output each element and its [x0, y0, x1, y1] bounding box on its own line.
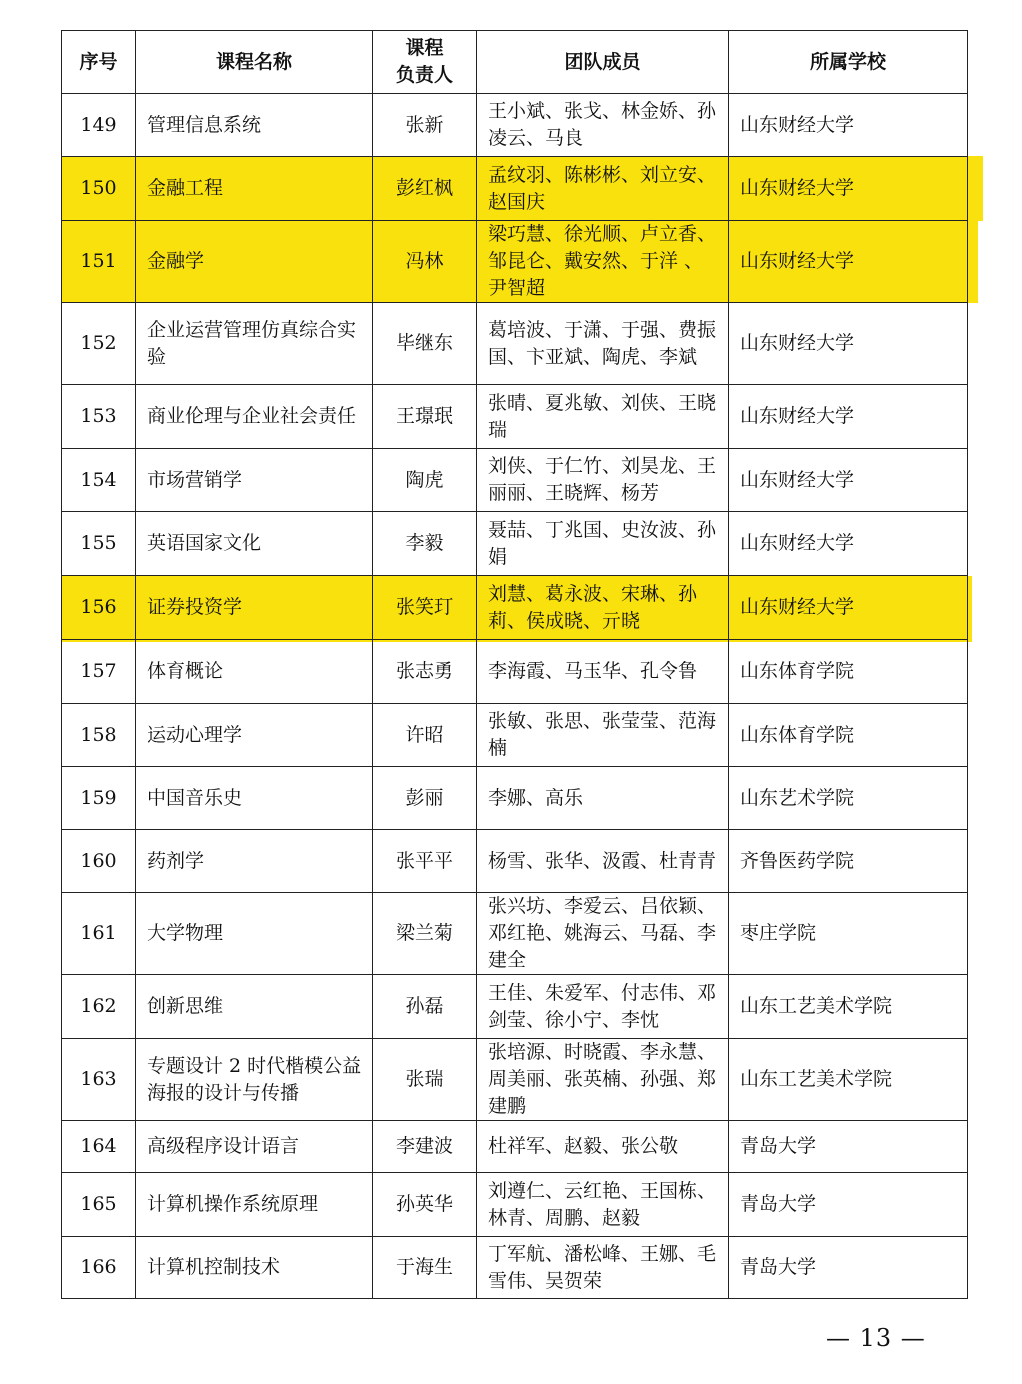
cell-lead: 陶虎 — [373, 449, 477, 512]
table-row — [62, 449, 968, 512]
cell-lead: 张平平 — [373, 830, 477, 893]
header-lead-line2: 负责人 — [395, 64, 453, 86]
cell-no: 166 — [62, 1237, 136, 1299]
cell-lead: 彭红枫 — [373, 157, 477, 221]
cell-team: 刘侠、于仁竹、刘昊龙、王丽丽、王晓辉、杨芳 — [477, 449, 729, 512]
header-no: 序号 — [62, 31, 136, 94]
cell-course: 金融工程 — [136, 157, 373, 221]
cell-lead: 彭丽 — [373, 767, 477, 830]
cell-lead: 毕继东 — [373, 303, 477, 385]
cell-team: 葛培波、于潇、于强、费振国、卞亚斌、陶虎、李斌 — [477, 303, 729, 385]
cell-course: 计算机操作系统原理 — [136, 1173, 373, 1237]
course-table — [61, 30, 968, 1299]
cell-school: 山东财经大学 — [729, 221, 968, 303]
cell-school: 青岛大学 — [729, 1173, 968, 1237]
cell-course: 运动心理学 — [136, 704, 373, 767]
cell-course: 体育概论 — [136, 640, 373, 704]
table-row — [62, 767, 968, 830]
table-row — [62, 704, 968, 767]
table-row — [62, 975, 968, 1039]
cell-school: 山东财经大学 — [729, 576, 968, 640]
cell-team: 刘慧、葛永波、宋琳、孙莉、侯成晓、亓晓 — [477, 576, 729, 640]
cell-lead: 李毅 — [373, 512, 477, 576]
cell-course: 英语国家文化 — [136, 512, 373, 576]
cell-team: 聂喆、丁兆国、史汝波、孙娟 — [477, 512, 729, 576]
cell-course: 商业伦理与企业社会责任 — [136, 385, 373, 449]
header-team: 团队成员 — [477, 31, 729, 94]
cell-course: 市场营销学 — [136, 449, 373, 512]
table-row — [62, 385, 968, 449]
cell-school: 山东财经大学 — [729, 385, 968, 449]
cell-no: 159 — [62, 767, 136, 830]
cell-team: 张敏、张思、张莹莹、范海楠 — [477, 704, 729, 767]
cell-school: 山东财经大学 — [729, 94, 968, 157]
table-row — [62, 640, 968, 704]
cell-no: 160 — [62, 830, 136, 893]
cell-team: 王佳、朱爱军、付志伟、邓剑莹、徐小宁、李忱 — [477, 975, 729, 1039]
cell-team: 刘遵仁、云红艳、王国栋、林青、周鹏、赵毅 — [477, 1173, 729, 1237]
table-row — [62, 893, 968, 975]
cell-school: 山东财经大学 — [729, 157, 968, 221]
cell-school: 山东体育学院 — [729, 704, 968, 767]
table-row — [62, 830, 968, 893]
cell-no: 156 — [62, 576, 136, 640]
cell-team: 张兴坊、李爱云、吕依颖、邓红艳、姚海云、马磊、李建全 — [477, 893, 729, 975]
cell-lead: 孙磊 — [373, 975, 477, 1039]
cell-team: 杜祥军、赵毅、张公敬 — [477, 1121, 729, 1173]
cell-school: 山东财经大学 — [729, 449, 968, 512]
cell-course: 高级程序设计语言 — [136, 1121, 373, 1173]
cell-course: 计算机控制技术 — [136, 1237, 373, 1299]
cell-team: 杨雪、张华、汲霞、杜青青 — [477, 830, 729, 893]
cell-course: 中国音乐史 — [136, 767, 373, 830]
cell-no: 158 — [62, 704, 136, 767]
cell-school: 山东财经大学 — [729, 303, 968, 385]
cell-course: 企业运营管理仿真综合实验 — [136, 303, 373, 385]
cell-lead: 许昭 — [373, 704, 477, 767]
table-header-row — [62, 31, 968, 94]
cell-lead: 张瑞 — [373, 1039, 477, 1121]
cell-course: 证券投资学 — [136, 576, 373, 640]
cell-lead: 孙英华 — [373, 1173, 477, 1237]
table-row — [62, 303, 968, 385]
cell-no: 165 — [62, 1173, 136, 1237]
cell-course: 大学物理 — [136, 893, 373, 975]
cell-no: 157 — [62, 640, 136, 704]
cell-no: 153 — [62, 385, 136, 449]
table-row — [62, 94, 968, 157]
cell-lead: 冯林 — [373, 221, 477, 303]
table-row — [62, 576, 968, 640]
cell-course: 管理信息系统 — [136, 94, 373, 157]
cell-no: 154 — [62, 449, 136, 512]
cell-no: 162 — [62, 975, 136, 1039]
cell-school: 山东工艺美术学院 — [729, 975, 968, 1039]
table-row — [62, 157, 968, 221]
cell-team: 丁军航、潘松峰、王娜、毛雪伟、吴贺荣 — [477, 1237, 729, 1299]
cell-no: 152 — [62, 303, 136, 385]
header-school: 所属学校 — [729, 31, 968, 94]
cell-lead: 王璟珉 — [373, 385, 477, 449]
cell-no: 155 — [62, 512, 136, 576]
table-row — [62, 1121, 968, 1173]
cell-no: 163 — [62, 1039, 136, 1121]
cell-lead: 于海生 — [373, 1237, 477, 1299]
cell-school: 山东工艺美术学院 — [729, 1039, 968, 1121]
cell-no: 149 — [62, 94, 136, 157]
cell-lead: 梁兰菊 — [373, 893, 477, 975]
cell-school: 青岛大学 — [729, 1121, 968, 1173]
cell-no: 161 — [62, 893, 136, 975]
header-lead — [373, 31, 477, 94]
cell-school: 齐鲁医药学院 — [729, 830, 968, 893]
cell-team: 张培源、时晓霞、李永慧、周美丽、张英楠、孙强、郑建鹏 — [477, 1039, 729, 1121]
cell-course: 药剂学 — [136, 830, 373, 893]
header-lead-line1: 课程 — [405, 37, 444, 59]
cell-course: 专题设计 2 时代楷模公益海报的设计与传播 — [136, 1039, 373, 1121]
cell-course: 创新思维 — [136, 975, 373, 1039]
cell-school: 青岛大学 — [729, 1237, 968, 1299]
table-row — [62, 1039, 968, 1121]
cell-lead: 张新 — [373, 94, 477, 157]
cell-lead: 张笑玎 — [373, 576, 477, 640]
cell-no: 164 — [62, 1121, 136, 1173]
header-course: 课程名称 — [136, 31, 373, 94]
cell-school: 枣庄学院 — [729, 893, 968, 975]
table-row — [62, 1173, 968, 1237]
cell-team: 李娜、高乐 — [477, 767, 729, 830]
table-row — [62, 1237, 968, 1299]
table-row — [62, 512, 968, 576]
cell-course: 金融学 — [136, 221, 373, 303]
cell-no: 151 — [62, 221, 136, 303]
cell-lead: 李建波 — [373, 1121, 477, 1173]
cell-lead: 张志勇 — [373, 640, 477, 704]
cell-school: 山东体育学院 — [729, 640, 968, 704]
cell-team: 张晴、夏兆敏、刘侠、王晓瑞 — [477, 385, 729, 449]
cell-school: 山东艺术学院 — [729, 767, 968, 830]
cell-team: 梁巧慧、徐光顺、卢立香、邹昆仑、戴安然、于洋 、尹智超 — [477, 221, 729, 303]
cell-team: 李海霞、马玉华、孔令鲁 — [477, 640, 729, 704]
cell-school: 山东财经大学 — [729, 512, 968, 576]
page-number: — 13 — — [826, 1324, 926, 1352]
table-row — [62, 221, 968, 303]
cell-no: 150 — [62, 157, 136, 221]
cell-team: 孟纹羽、陈彬彬、刘立安、赵国庆 — [477, 157, 729, 221]
cell-team: 王小斌、张戈、林金娇、孙凌云、马良 — [477, 94, 729, 157]
